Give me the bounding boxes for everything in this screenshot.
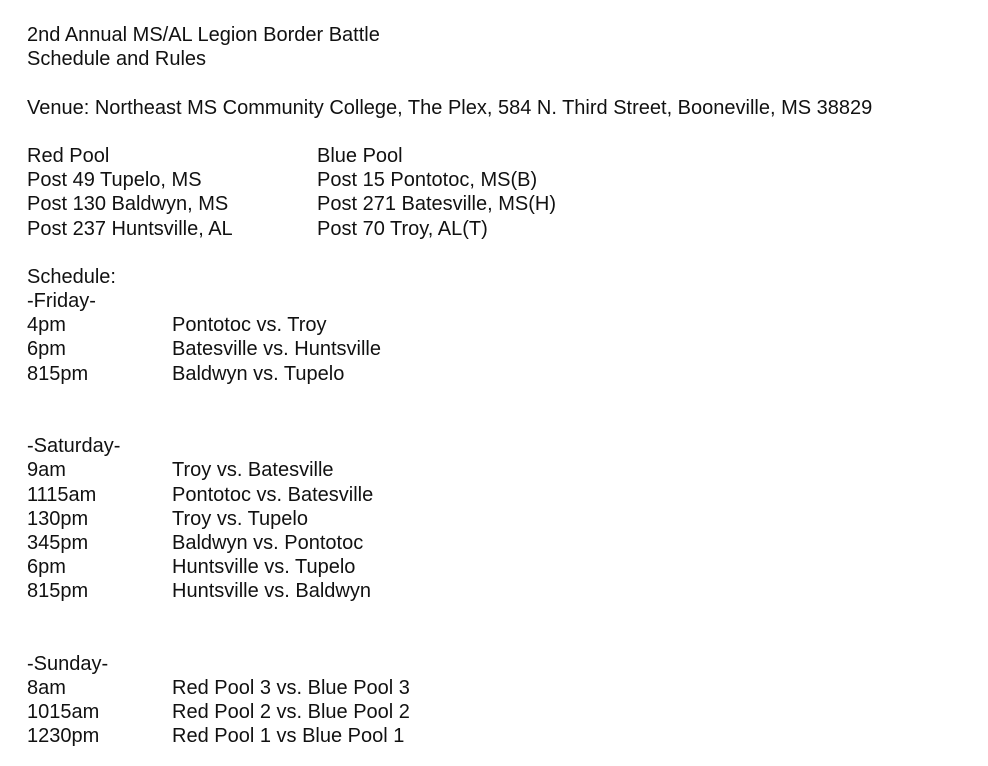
game-row — [27, 700, 977, 724]
game-row — [27, 337, 977, 361]
pools-header-row — [27, 144, 977, 168]
game-time: 345pm — [27, 531, 89, 554]
blue-pool-team: Post 70 Troy, AL(T) — [317, 217, 488, 240]
game-row — [27, 507, 977, 531]
game-row — [27, 555, 977, 579]
game-time: 130pm — [27, 507, 89, 530]
game-matchup: Huntsville vs. Tupelo — [172, 556, 356, 579]
day-section-friday — [27, 289, 977, 386]
document-title: 2nd Annual MS/AL Legion Border Battle — [27, 24, 380, 46]
game-row — [27, 313, 977, 337]
game-row — [27, 362, 977, 386]
game-matchup: Red Pool 1 vs Blue Pool 1 — [172, 725, 405, 748]
game-row — [27, 579, 977, 603]
red-pool-team: Post 49 Tupelo, MS — [27, 169, 202, 192]
red-pool-team: Post 130 Baldwyn, MS — [27, 193, 229, 216]
game-time: 6pm — [27, 338, 66, 361]
day-label: -Sunday- — [27, 652, 109, 675]
schedule-heading: Schedule: — [27, 265, 116, 288]
game-matchup: Troy vs. Batesville — [172, 459, 334, 482]
game-time: 1115am — [27, 483, 97, 506]
blue-pool-team: Post 15 Pontotoc, MS(B) — [317, 169, 538, 192]
game-matchup: Red Pool 3 vs. Blue Pool 3 — [172, 677, 410, 700]
day-label: -Saturday- — [27, 435, 121, 458]
pools-team-row — [27, 217, 977, 241]
pools-team-row — [27, 192, 977, 216]
spacer — [27, 604, 977, 652]
day-section-sunday — [27, 652, 977, 749]
game-row — [27, 724, 977, 748]
game-matchup: Pontotoc vs. Troy — [172, 314, 327, 337]
pools-section — [27, 144, 977, 241]
game-matchup: Baldwyn vs. Tupelo — [172, 362, 345, 385]
game-matchup: Batesville vs. Huntsville — [172, 338, 381, 361]
game-row — [27, 483, 977, 507]
spacer — [27, 71, 977, 95]
game-matchup: Red Pool 2 vs. Blue Pool 2 — [172, 701, 410, 724]
red-pool-heading: Red Pool — [27, 144, 110, 167]
game-time: 1230pm — [27, 725, 100, 748]
game-row — [27, 531, 977, 555]
game-time: 8am — [27, 677, 66, 700]
game-time: 815pm — [27, 580, 89, 603]
blue-pool-team: Post 271 Batesville, MS(H) — [317, 193, 556, 216]
red-pool-team: Post 237 Huntsville, AL — [27, 217, 233, 240]
game-row — [27, 458, 977, 482]
game-time: 4pm — [27, 314, 66, 337]
spacer — [27, 241, 977, 265]
venue-line: Venue: Northeast MS Community College, The Plex, 584 N. Third Street, Booneville, MS 38829 — [27, 96, 873, 119]
game-time: 1015am — [27, 701, 100, 724]
document-page — [27, 23, 977, 749]
spacer — [27, 120, 977, 144]
game-time: 815pm — [27, 362, 89, 385]
game-time: 6pm — [27, 556, 66, 579]
day-section-saturday — [27, 434, 977, 603]
game-time: 9am — [27, 459, 66, 482]
game-matchup: Huntsville vs. Baldwyn — [172, 580, 371, 603]
day-label: -Friday- — [27, 290, 96, 313]
game-row — [27, 676, 977, 700]
game-matchup: Troy vs. Tupelo — [172, 507, 308, 530]
pools-team-row — [27, 168, 977, 192]
spacer — [27, 386, 977, 434]
blue-pool-heading: Blue Pool — [317, 144, 403, 167]
game-matchup: Baldwyn vs. Pontotoc — [172, 531, 364, 554]
document-subtitle: Schedule and Rules — [27, 48, 207, 71]
game-matchup: Pontotoc vs. Batesville — [172, 483, 374, 506]
